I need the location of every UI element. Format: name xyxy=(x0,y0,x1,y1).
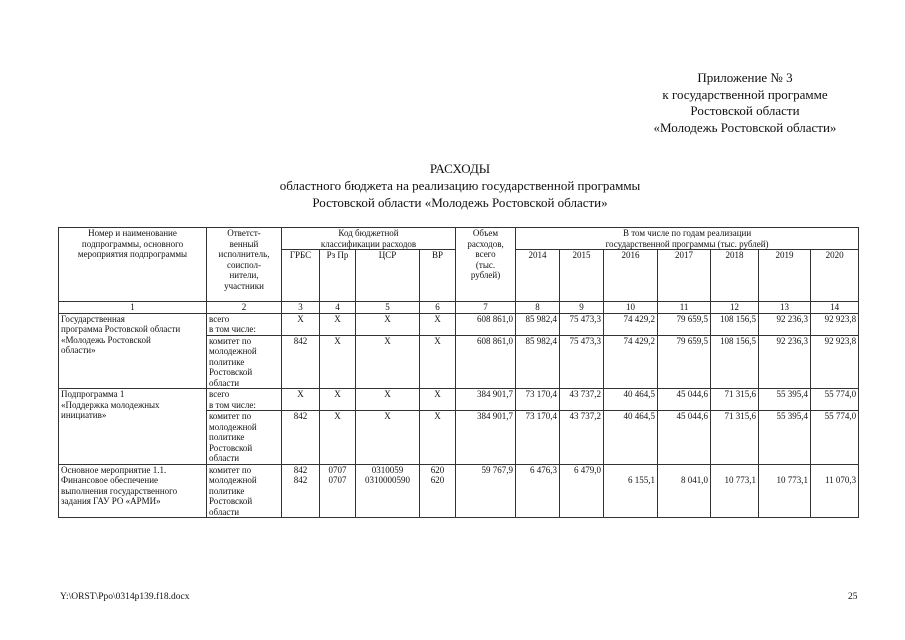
cell-total: 608 861,0 xyxy=(456,335,516,389)
cell-year: 79 659,5 xyxy=(658,335,711,389)
cell-year: 71 315,6 xyxy=(711,389,759,411)
cell-csr: 0310059 0310000590 xyxy=(356,464,420,518)
cell-csr: X xyxy=(356,411,420,465)
page-number: 25 xyxy=(848,592,858,602)
cell-grbs: 842 842 xyxy=(282,464,320,518)
header-grbs: ГРБС xyxy=(282,250,320,302)
row-executor: комитет по молодежной политике Ростовской области xyxy=(207,464,282,518)
cell-year: 108 156,5 xyxy=(711,313,759,335)
column-number: 10 xyxy=(604,302,658,314)
header-code-group: Код бюджетной классификации расходов xyxy=(282,228,456,250)
row-executor: всего в том числе: xyxy=(207,389,282,411)
column-number: 9 xyxy=(560,302,604,314)
header-executor: Ответст- венный исполнитель, соиспол- нители, участники xyxy=(207,228,282,302)
header-csr: ЦСР xyxy=(356,250,420,302)
cell-rzpr: 0707 0707 xyxy=(320,464,356,518)
row-executor: комитет по молодежной политике Ростовской области xyxy=(207,335,282,389)
cell-year: 85 982,4 xyxy=(516,335,560,389)
cell-year: 6 479,0 xyxy=(560,464,604,518)
cell-vr: X xyxy=(420,389,456,411)
table-row xyxy=(59,313,859,335)
cell-csr: X xyxy=(356,335,420,389)
cell-rzpr: X xyxy=(320,335,356,389)
column-number: 8 xyxy=(516,302,560,314)
header-year: 2020 xyxy=(811,250,859,302)
column-number: 11 xyxy=(658,302,711,314)
row-executor: комитет по молодежной политике Ростовской области xyxy=(207,411,282,465)
cell-year: 92 236,3 xyxy=(759,335,811,389)
cell-year: 79 659,5 xyxy=(658,313,711,335)
header-year: 2018 xyxy=(711,250,759,302)
cell-grbs: X xyxy=(282,389,320,411)
title-heading: РАСХОДЫ xyxy=(429,161,491,176)
appendix-line: Ростовской области xyxy=(690,103,800,118)
cell-year: 92 236,3 xyxy=(759,313,811,335)
column-number-row xyxy=(59,302,859,314)
appendix-note xyxy=(600,70,890,136)
header-year: 2016 xyxy=(604,250,658,302)
cell-year: 11 070,3 xyxy=(811,464,859,518)
cell-year: 10 773,1 xyxy=(759,464,811,518)
cell-year: 45 044,6 xyxy=(658,411,711,465)
column-number: 1 xyxy=(59,302,207,314)
column-number: 4 xyxy=(320,302,356,314)
row-name: Государственная программа Ростовской области «Молодежь Ростовской области» xyxy=(59,313,207,389)
cell-rzpr: X xyxy=(320,313,356,335)
cell-year: 73 170,4 xyxy=(516,389,560,411)
cell-csr: X xyxy=(356,313,420,335)
cell-year: 92 923,8 xyxy=(811,335,859,389)
cell-grbs: 842 xyxy=(282,335,320,389)
cell-grbs: X xyxy=(282,313,320,335)
table-row xyxy=(59,389,859,411)
appendix-line: к государственной программе xyxy=(662,86,828,102)
cell-total: 59 767,9 xyxy=(456,464,516,518)
header-years-group: В том числе по годам реализации государственной программы (тыс. рублей) xyxy=(516,228,859,250)
cell-year: 55 395,4 xyxy=(759,389,811,411)
cell-total: 608 861,0 xyxy=(456,313,516,335)
column-number: 7 xyxy=(456,302,516,314)
column-number: 3 xyxy=(282,302,320,314)
cell-vr: 620 620 xyxy=(420,464,456,518)
cell-rzpr: X xyxy=(320,389,356,411)
cell-year: 108 156,5 xyxy=(711,335,759,389)
header-year: 2019 xyxy=(759,250,811,302)
cell-total: 384 901,7 xyxy=(456,411,516,465)
cell-year: 43 737,2 xyxy=(560,389,604,411)
appendix-line: «Молодежь Ростовской области» xyxy=(653,119,837,135)
expenses-table xyxy=(58,227,859,518)
cell-year: 55 774,0 xyxy=(811,389,859,411)
cell-year: 75 473,3 xyxy=(560,313,604,335)
cell-vr: X xyxy=(420,313,456,335)
row-name: Подпрограмма 1 «Поддержка молодежных инициатив» xyxy=(59,389,207,465)
header-year: 2017 xyxy=(658,250,711,302)
cell-year: 85 982,4 xyxy=(516,313,560,335)
cell-year: 6 476,3 xyxy=(516,464,560,518)
file-path: Y:\ORST\Ppo\0314p139.f18.docx xyxy=(60,592,190,602)
cell-year: 92 923,8 xyxy=(811,313,859,335)
title-line: областного бюджета на реализацию государственной программы xyxy=(279,178,641,193)
header-row xyxy=(59,228,859,250)
cell-year: 40 464,5 xyxy=(604,411,658,465)
row-executor: всего в том числе: xyxy=(207,313,282,335)
cell-year: 55 774,0 xyxy=(811,411,859,465)
cell-total: 384 901,7 xyxy=(456,389,516,411)
cell-year: 74 429,2 xyxy=(604,335,658,389)
row-name: Основное мероприятие 1.1. Финансовое обеспечение выполнения государственного задания ГАУ РО «АРМИ» xyxy=(59,464,207,518)
header-volume: Объем расходов, всего (тыс. рублей) xyxy=(456,228,516,302)
column-number: 14 xyxy=(811,302,859,314)
cell-year: 73 170,4 xyxy=(516,411,560,465)
cell-year: 10 773,1 xyxy=(711,464,759,518)
cell-year: 71 315,6 xyxy=(711,411,759,465)
cell-year: 6 155,1 xyxy=(604,464,658,518)
document-title xyxy=(150,160,770,211)
header-year: 2014 xyxy=(516,250,560,302)
column-number: 2 xyxy=(207,302,282,314)
title-line: Ростовской области «Молодежь Ростовской области» xyxy=(312,195,608,210)
cell-year: 43 737,2 xyxy=(560,411,604,465)
column-number: 12 xyxy=(711,302,759,314)
cell-year: 8 041,0 xyxy=(658,464,711,518)
column-number: 6 xyxy=(420,302,456,314)
header-vr: ВР xyxy=(420,250,456,302)
cell-year: 74 429,2 xyxy=(604,313,658,335)
appendix-line: Приложение № 3 xyxy=(697,70,793,85)
header-name: Номер и наименование подпрограммы, основного мероприятия подпрограммы xyxy=(59,228,207,302)
header-rzpr: Рз Пр xyxy=(320,250,356,302)
column-number: 5 xyxy=(356,302,420,314)
cell-vr: X xyxy=(420,411,456,465)
header-year: 2015 xyxy=(560,250,604,302)
column-number: 13 xyxy=(759,302,811,314)
cell-vr: X xyxy=(420,335,456,389)
cell-grbs: 842 xyxy=(282,411,320,465)
cell-rzpr: X xyxy=(320,411,356,465)
cell-csr: X xyxy=(356,389,420,411)
cell-year: 40 464,5 xyxy=(604,389,658,411)
table-row xyxy=(59,464,859,518)
cell-year: 55 395,4 xyxy=(759,411,811,465)
cell-year: 75 473,3 xyxy=(560,335,604,389)
cell-year: 45 044,6 xyxy=(658,389,711,411)
